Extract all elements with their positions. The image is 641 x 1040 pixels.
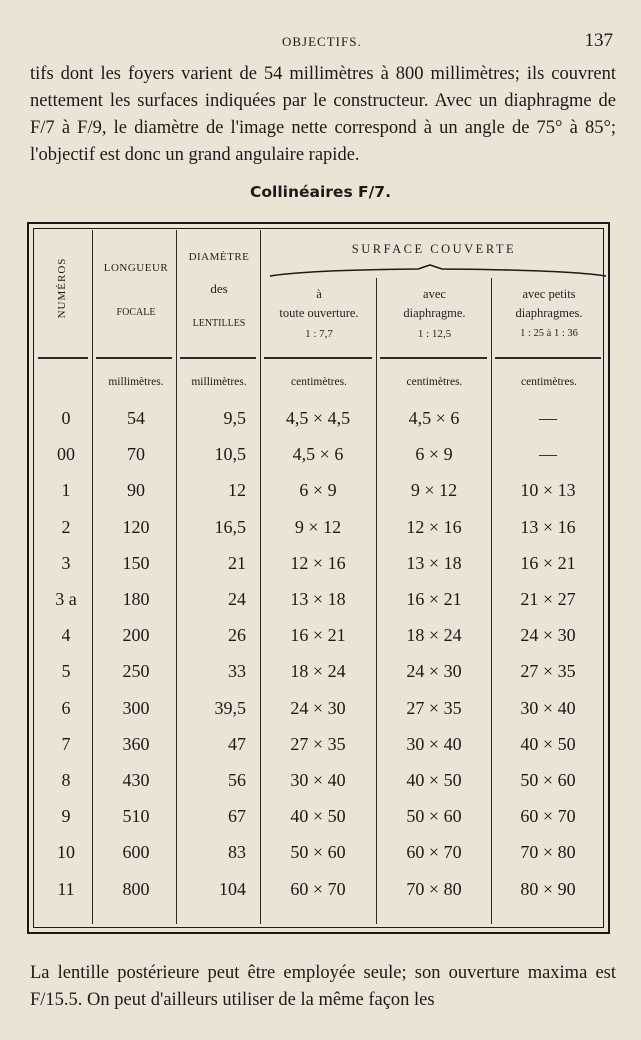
cell-numero: 00	[57, 444, 75, 465]
cell-diametre: 83	[228, 842, 246, 863]
cell-surface-toute-ouverture: 16 × 21	[290, 625, 346, 646]
cell-diametre: 26	[228, 625, 246, 646]
cell-surface-diaphragme: 18 × 24	[406, 625, 462, 646]
table-row	[0, 661, 641, 691]
paragraph-bottom: La lentille postérieure peut être employée seule; son ouverture maxima est F/15.5. On peut d'ailleurs utiliser de la même façon les	[30, 963, 616, 1010]
cell-diametre: 12	[228, 480, 246, 501]
cell-surface-diaphragme: 50 × 60	[406, 806, 462, 827]
table-row	[0, 698, 641, 728]
cell-diametre: 56	[228, 770, 246, 790]
table-row	[0, 806, 641, 836]
cell-surface-petits-diaphragmes: 60 × 70	[520, 806, 576, 827]
cell-longueur-focale: 200	[122, 625, 150, 646]
cell-surface-petits-diaphragmes: 50 × 60	[520, 770, 576, 790]
cell-surface-petits-diaphragmes: 80 × 90	[520, 878, 576, 899]
cell-longueur-focale: 360	[122, 733, 150, 754]
cell-surface-toute-ouverture: 13 × 18	[290, 589, 346, 609]
cell-surface-diaphragme: 6 × 9	[415, 444, 453, 465]
cell-surface-diaphragme: 4,5 × 6	[408, 408, 460, 428]
cell-numero: 7	[61, 733, 71, 754]
cell-numero: 6	[61, 697, 71, 718]
cell-surface-petits-diaphragmes: 16 × 21	[520, 552, 576, 573]
cell-surface-toute-ouverture: 18 × 24	[290, 661, 346, 682]
header-rule-5	[380, 357, 487, 359]
paragraph-top: tifs dont les foyers varient de 54 millimètres à 800 millimètres; ils couvrent nettement les surfaces indiquées par le constructeur. Avec un diaphragme de F/7 à F/9, le diamètre de l'image nette correspond à un angle de 75° à 85°; l'objectif est donc un grand angulaire rapide.	[30, 64, 616, 165]
table-row	[0, 444, 641, 474]
table-row	[0, 408, 641, 438]
cell-surface-petits-diaphragmes: —	[539, 408, 557, 428]
table-row	[0, 625, 641, 655]
cell-diametre: 47	[228, 733, 246, 754]
cell-surface-petits-diaphragmes: 40 × 50	[520, 733, 576, 754]
cell-surface-toute-ouverture: 4,5 × 4,5	[285, 408, 351, 428]
cell-longueur-focale: 150	[122, 552, 150, 573]
running-head	[0, 30, 641, 54]
table-row	[0, 517, 641, 547]
header-rule-1	[38, 357, 88, 359]
header-focale: FOCALE	[116, 307, 156, 318]
header-rule-3	[180, 357, 256, 359]
cell-numero: 1	[61, 480, 71, 501]
cell-surface-toute-ouverture: 24 × 30	[290, 697, 346, 718]
cell-diametre: 39,5	[214, 697, 246, 718]
cell-numero: 3 a	[55, 589, 77, 609]
table-row	[0, 480, 641, 510]
cell-longueur-focale: 300	[122, 697, 150, 718]
cell-numero: 3	[61, 552, 71, 573]
cell-diametre: 10,5	[214, 444, 246, 465]
cell-diametre: 24	[228, 589, 246, 609]
cell-longueur-focale: 430	[122, 770, 150, 790]
cell-surface-petits-diaphragmes: 10 × 13	[520, 480, 576, 501]
cell-surface-diaphragme: 40 × 50	[406, 770, 462, 790]
cell-surface-toute-ouverture: 9 × 12	[294, 516, 342, 537]
table-row	[0, 770, 641, 800]
cell-surface-petits-diaphragmes: —	[539, 444, 557, 465]
header-s1-c: 1 : 7,7	[305, 328, 333, 340]
table-row	[0, 589, 641, 619]
cell-surface-toute-ouverture: 12 × 16	[290, 552, 346, 573]
cell-longueur-focale: 600	[122, 842, 150, 863]
cell-surface-petits-diaphragmes: 13 × 16	[520, 516, 576, 537]
units-surface-3: centimètres.	[521, 376, 577, 388]
cell-surface-petits-diaphragmes: 70 × 80	[520, 842, 576, 863]
units-focale: millimètres.	[108, 376, 164, 388]
cell-longueur-focale: 510	[122, 806, 150, 827]
units-surface-1: centimètres.	[291, 376, 347, 388]
table-row	[0, 734, 641, 764]
table-caption: Collinéaires F/7.	[250, 183, 391, 201]
header-s2-b: diaphragme.	[403, 306, 466, 320]
cell-surface-petits-diaphragmes: 30 × 40	[520, 697, 576, 718]
header-s1-b: toute ouverture.	[279, 306, 359, 320]
cell-longueur-focale: 180	[122, 589, 150, 609]
cell-diametre: 9,5	[223, 408, 246, 428]
cell-surface-diaphragme: 60 × 70	[406, 842, 462, 863]
cell-surface-diaphragme: 30 × 40	[406, 733, 462, 754]
cell-surface-toute-ouverture: 27 × 35	[290, 733, 346, 754]
cell-surface-petits-diaphragmes: 27 × 35	[520, 661, 576, 682]
cell-surface-petits-diaphragmes: 21 × 27	[520, 589, 576, 609]
cell-surface-diaphragme: 16 × 21	[406, 589, 462, 609]
cell-numero: 4	[61, 625, 71, 646]
cell-surface-toute-ouverture: 50 × 60	[290, 842, 346, 863]
cell-surface-diaphragme: 24 × 30	[406, 661, 462, 682]
cell-diametre: 16,5	[214, 516, 246, 537]
cell-longueur-focale: 70	[127, 444, 145, 465]
cell-numero: 2	[61, 516, 71, 537]
cell-diametre: 104	[219, 878, 246, 899]
cell-surface-diaphragme: 9 × 12	[410, 480, 458, 501]
cell-diametre: 21	[228, 552, 246, 573]
cell-surface-petits-diaphragmes: 24 × 30	[520, 625, 576, 646]
cell-longueur-focale: 800	[122, 878, 150, 899]
cell-numero: 9	[61, 806, 71, 827]
header-surface-couverte: SURFACE COUVERTE	[351, 242, 517, 256]
cell-surface-diaphragme: 12 × 16	[406, 516, 462, 537]
table-row	[0, 842, 641, 872]
header-s1-a: à	[316, 287, 322, 301]
table-row	[0, 553, 641, 583]
cell-longueur-focale: 120	[122, 516, 150, 537]
cell-numero: 0	[61, 408, 71, 428]
table-row	[0, 879, 641, 909]
cell-numero: 10	[57, 842, 75, 863]
cell-numero: 11	[57, 878, 75, 899]
cell-longueur-focale: 250	[122, 661, 150, 682]
cell-surface-toute-ouverture: 60 × 70	[290, 878, 346, 899]
cell-surface-toute-ouverture: 6 × 9	[299, 480, 337, 501]
cell-diametre: 33	[228, 661, 246, 682]
header-rule-6	[495, 357, 601, 359]
cell-surface-toute-ouverture: 30 × 40	[290, 770, 346, 790]
cell-surface-diaphragme: 13 × 18	[406, 552, 462, 573]
header-rule-4	[264, 357, 372, 359]
header-s3-a: avec petits	[522, 287, 576, 301]
units-surface-2: centimètres.	[406, 376, 463, 388]
cell-surface-toute-ouverture: 4,5 × 6	[292, 444, 344, 465]
header-s2-a: avec	[423, 287, 446, 301]
cell-diametre: 67	[228, 806, 246, 827]
running-head-title: OBJECTIFS.	[282, 34, 362, 49]
header-des: des	[210, 281, 228, 296]
cell-numero: 5	[61, 661, 71, 682]
cell-longueur-focale: 90	[127, 480, 145, 501]
cell-numero: 8	[61, 770, 71, 790]
header-rule-2	[96, 357, 172, 359]
header-diametre: DIAMÈTRE	[188, 251, 250, 263]
surface-brace	[268, 264, 608, 278]
header-s3-c: 1 : 25 à 1 : 36	[520, 328, 578, 339]
header-s2-c: 1 : 12,5	[417, 328, 452, 340]
header-longueur: LONGUEUR	[103, 262, 169, 274]
cell-surface-diaphragme: 70 × 80	[406, 878, 462, 899]
header-s3-b: diaphragmes.	[515, 306, 583, 320]
cell-surface-toute-ouverture: 40 × 50	[290, 806, 346, 827]
cell-longueur-focale: 54	[127, 408, 145, 428]
header-numeros-label: NUMÉROS	[56, 257, 68, 319]
units-diametre: millimètres.	[191, 376, 247, 388]
cell-surface-diaphragme: 27 × 35	[406, 697, 462, 718]
header-lentilles: LENTILLES	[192, 318, 246, 329]
header-numeros	[52, 250, 72, 330]
page-number: 137	[584, 30, 613, 51]
